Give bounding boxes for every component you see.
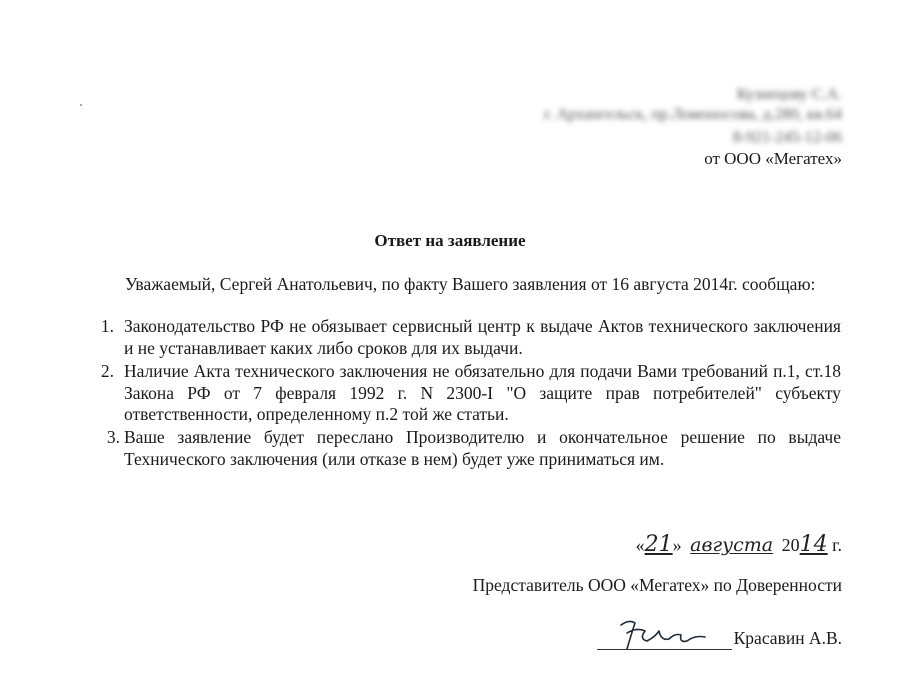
signature-date xyxy=(636,533,842,557)
date-year-prefix: 20 xyxy=(781,535,800,555)
addressee-address: г. Архангельск, пр.Ломоносова, д.280, кв.64 xyxy=(543,106,842,123)
date-day-handwritten: 21 xyxy=(644,532,673,557)
representative-line: Представитель ООО «Мегатех» по Доверенности xyxy=(472,575,842,595)
list-item xyxy=(84,427,844,471)
addressee-phone: 8-921-245-12-06 xyxy=(732,129,842,146)
date-suffix: г. xyxy=(832,535,842,555)
date-close-quote: » xyxy=(672,535,682,555)
document-title: Ответ на заявление xyxy=(374,231,526,250)
list-item xyxy=(84,361,844,427)
list-item-number: 2. xyxy=(100,361,114,381)
sender-line: от ООО «Мегатех» xyxy=(704,149,842,168)
date-month-handwritten: августа xyxy=(690,534,774,556)
list-item-text: Наличие Акта технического заключения не обязательно для подачи Вами требований п.1, ст.18 Закона РФ от 7 февраля 1992 г. N 2300-I "О защите прав потребителей" субъекту ответственности, определенному п.2 той же статьи. xyxy=(124,361,841,424)
addressee-name: Кузнецову С.А. xyxy=(736,86,842,103)
signature-block xyxy=(597,616,842,650)
list-item-text: Ваше заявление будет переслано Производителю и окончательное решение по выдаче Технического заключения (или отказе в нем) будет уже приниматься им. xyxy=(124,427,841,469)
signer-name: Красавин А.В. xyxy=(733,628,842,648)
intro-paragraph: Уважаемый, Сергей Анатольевич, по факту Вашего заявления от 16 августа 2014г. сообщаю: xyxy=(125,274,816,294)
list-item-number: 1. xyxy=(100,316,114,336)
list-item xyxy=(84,316,844,360)
list-item-text: Законодательство РФ не обязывает сервисный центр к выдаче Актов технического заключения и не устанавливает каких либо сроков для их выдачи. xyxy=(124,316,841,358)
scan-speck xyxy=(80,104,82,106)
list-item-number: 3. xyxy=(106,427,120,447)
date-year-handwritten: 14 xyxy=(799,532,828,557)
date-open-quote: « xyxy=(635,535,645,555)
handwritten-signature xyxy=(615,615,715,655)
signature-line xyxy=(597,627,732,650)
